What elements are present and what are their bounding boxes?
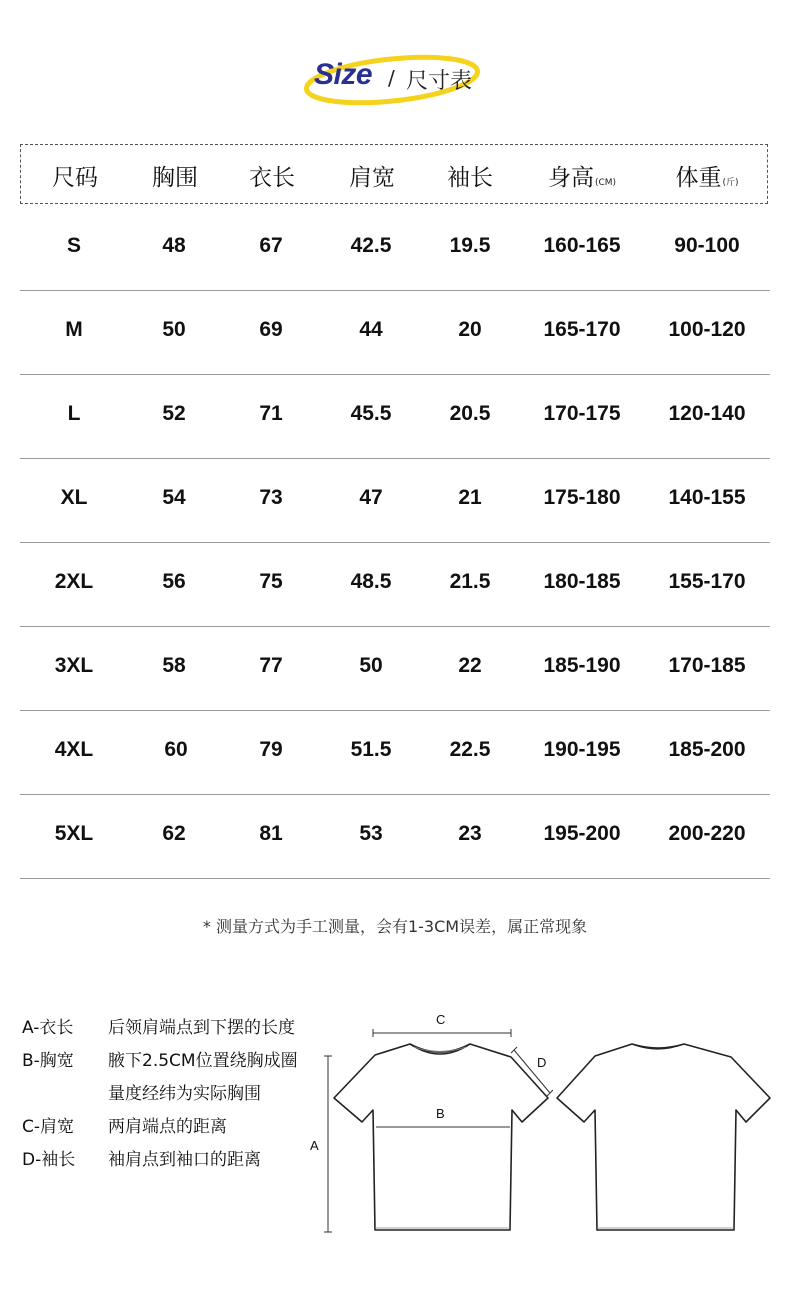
table-row — [20, 290, 770, 375]
cell-height: 170-175 — [543, 402, 621, 425]
legend-key: B-胸宽 — [22, 1051, 74, 1071]
cell-length: 67 — [259, 234, 283, 257]
size-chart-logo — [300, 48, 500, 112]
measurement-legend — [22, 1012, 322, 1177]
cell-shoulder: 53 — [359, 822, 383, 845]
cell-length: 81 — [259, 822, 283, 845]
legend-desc: 后领肩端点到下摆的长度 — [108, 1018, 295, 1038]
cell-height: 195-200 — [543, 822, 621, 845]
legend-key: C-肩宽 — [22, 1117, 75, 1137]
cell-length: 69 — [259, 318, 283, 341]
header-weight — [675, 159, 738, 192]
cell-size: 5XL — [54, 822, 94, 845]
header-chest: 胸围 — [152, 165, 198, 191]
cell-size: S — [66, 234, 82, 257]
cell-shoulder: 47 — [359, 486, 383, 509]
page-title: 尺寸表 — [406, 69, 473, 94]
cell-size: XL — [60, 486, 88, 509]
cell-size: L — [67, 402, 81, 425]
cell-weight: 170-185 — [668, 654, 746, 677]
cell-sleeve: 21 — [458, 486, 482, 509]
legend-item — [22, 1045, 322, 1111]
cell-height: 160-165 — [543, 234, 621, 257]
cell-length: 71 — [259, 402, 283, 425]
cell-size: 4XL — [54, 738, 94, 761]
cell-length: 75 — [259, 570, 283, 593]
header-shoulder: 肩宽 — [349, 165, 395, 191]
header-height — [548, 159, 616, 192]
cell-weight: 120-140 — [668, 402, 746, 425]
legend-key: A-衣长 — [22, 1018, 74, 1038]
cell-shoulder: 45.5 — [350, 402, 392, 425]
cell-sleeve: 23 — [458, 822, 482, 845]
table-row — [20, 374, 770, 459]
cell-length: 73 — [259, 486, 283, 509]
cell-size: 2XL — [54, 570, 94, 593]
cell-size: 3XL — [54, 654, 94, 677]
cell-shoulder: 50 — [359, 654, 383, 677]
cell-chest: 50 — [162, 318, 186, 341]
cell-chest: 48 — [162, 234, 186, 257]
cell-sleeve: 20 — [458, 318, 482, 341]
cell-sleeve: 19.5 — [449, 234, 491, 257]
legend-desc: 腋下2.5CM位置绕胸成圈量度经纬为实际胸围 — [108, 1051, 298, 1104]
legend-item — [22, 1012, 322, 1045]
table-row — [20, 542, 770, 627]
header-weight-label: 体重 — [675, 165, 722, 191]
logo-size-word: Size — [314, 58, 373, 91]
cell-weight: 100-120 — [668, 318, 746, 341]
logo-slash: / — [388, 66, 395, 90]
diagram-label-d: D — [537, 1055, 547, 1070]
diagram-label-b: B — [436, 1106, 445, 1121]
cell-chest: 58 — [162, 654, 186, 677]
table-header — [20, 144, 768, 204]
weight-unit: (斤) — [722, 178, 739, 188]
cell-shoulder: 48.5 — [350, 570, 392, 593]
cell-shoulder: 51.5 — [350, 738, 392, 761]
cell-weight: 155-170 — [668, 570, 746, 593]
header-sleeve: 袖长 — [447, 165, 493, 191]
cell-height: 175-180 — [543, 486, 621, 509]
cell-height: 190-195 — [543, 738, 621, 761]
legend-item — [22, 1111, 322, 1144]
table-row — [20, 206, 770, 291]
table-row — [20, 458, 770, 543]
diagram-label-a: A — [310, 1138, 319, 1153]
cell-chest: 60 — [164, 738, 188, 761]
cell-size: M — [65, 318, 83, 341]
header-length: 衣长 — [249, 165, 295, 191]
cell-height: 180-185 — [543, 570, 621, 593]
height-unit: (CM) — [594, 178, 617, 188]
header-height-label: 身高 — [547, 165, 594, 191]
cell-chest: 54 — [162, 486, 186, 509]
tshirt-diagram — [300, 1000, 790, 1245]
cell-chest: 52 — [162, 402, 186, 425]
header-size: 尺码 — [52, 165, 98, 191]
cell-height: 165-170 — [543, 318, 621, 341]
cell-shoulder: 42.5 — [350, 234, 392, 257]
cell-weight: 200-220 — [668, 822, 746, 845]
cell-height: 185-190 — [543, 654, 621, 677]
cell-weight: 140-155 — [668, 486, 746, 509]
diagram-label-c: C — [436, 1012, 446, 1027]
cell-shoulder: 44 — [359, 318, 383, 341]
table-row — [20, 794, 770, 879]
legend-desc: 袖肩点到袖口的距离 — [108, 1150, 261, 1170]
legend-item — [22, 1144, 322, 1177]
table-row — [20, 626, 770, 711]
table-row — [20, 710, 770, 795]
cell-sleeve: 20.5 — [449, 402, 491, 425]
legend-desc: 两肩端点的距离 — [108, 1117, 227, 1137]
cell-length: 79 — [259, 738, 283, 761]
tshirt-outline-icon — [300, 1000, 790, 1245]
legend-key: D-袖长 — [22, 1150, 76, 1170]
cell-sleeve: 22 — [458, 654, 482, 677]
cell-sleeve: 22.5 — [449, 738, 491, 761]
cell-length: 77 — [259, 654, 283, 677]
measurement-note: * 测量方式为手工测量，会有1-3CM误差，属正常现象 — [202, 917, 588, 936]
cell-chest: 56 — [162, 570, 186, 593]
cell-chest: 62 — [162, 822, 186, 845]
cell-weight: 90-100 — [674, 234, 740, 257]
cell-weight: 185-200 — [668, 738, 746, 761]
cell-sleeve: 21.5 — [449, 570, 491, 593]
